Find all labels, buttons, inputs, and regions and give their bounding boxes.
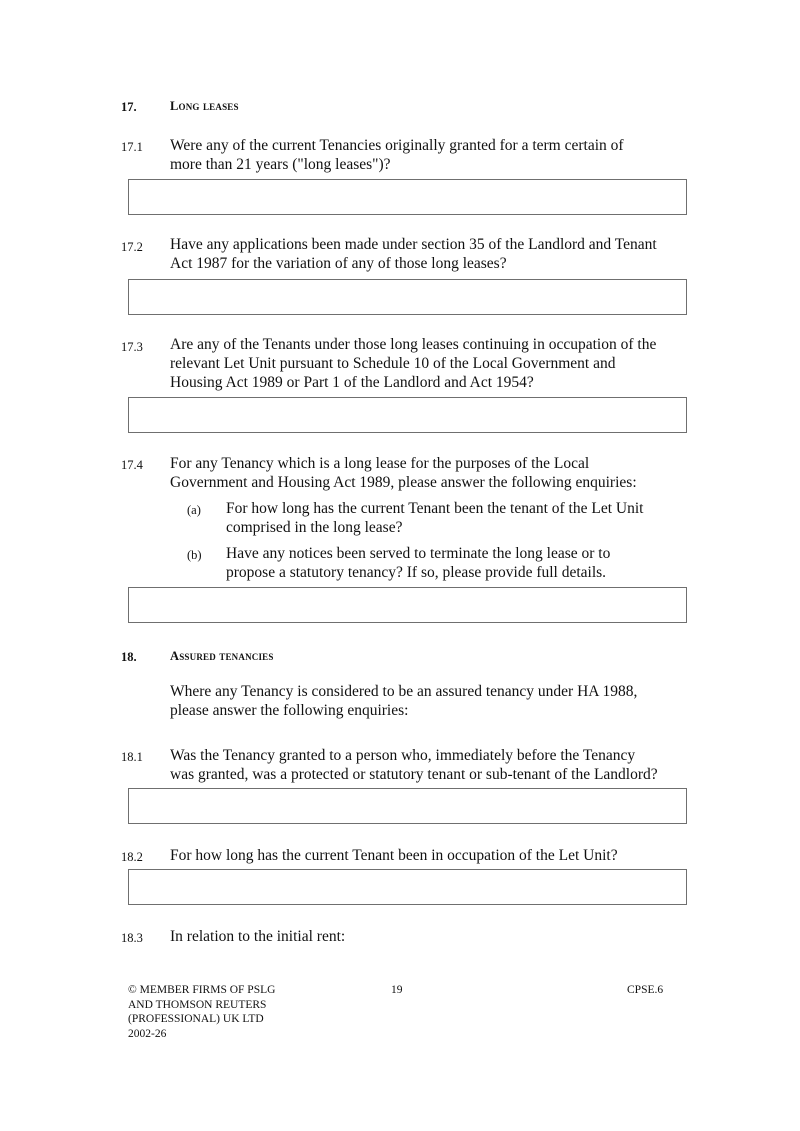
section-intro: Where any Tenancy is considered to be an assured tenancy under HA 1988, please answer the following enquiries: [170,683,638,719]
section-number: 18. [121,650,137,664]
footer-copyright: © MEMBER FIRMS OF PSLG AND THOMSON REUTERS (PROFESSIONAL) UK LTD 2002-26 [128,984,276,1040]
question-text: For how long has the current Tenant been in occupation of the Let Unit? [170,847,618,864]
answer-box-18-2[interactable] [128,869,687,905]
answer-box-17-4[interactable] [128,587,687,623]
section-title: Assured tenancies [170,649,274,663]
question-number: 17.2 [121,240,143,254]
subitem-text: For how long has the current Tenant been the tenant of the Let Unit comprised in the long lease? [226,500,644,536]
question-number: 17.4 [121,458,143,472]
question-number: 18.1 [121,750,143,764]
subitem-label: (a) [187,503,201,517]
section-number: 17. [121,100,137,114]
question-text: Are any of the Tenants under those long leases continuing in occupation of the relevant Let Unit pursuant to Schedule 10 of the Local Government and Housing Act 1989 or Part 1 of the Landlord and Act 1954? [170,336,657,391]
question-number: 18.3 [121,931,143,945]
subitem-label: (b) [187,548,202,562]
page-number: 19 [391,984,403,996]
question-text: In relation to the initial rent: [170,928,346,945]
question-number: 18.2 [121,850,143,864]
answer-box-17-3[interactable] [128,397,687,433]
answer-box-18-1[interactable] [128,788,687,824]
question-text: Was the Tenancy granted to a person who, immediately before the Tenancy was granted, was a protected or statutory tenant or sub-tenant of the Landlord? [170,747,658,783]
answer-box-17-1[interactable] [128,179,687,215]
question-number: 17.1 [121,140,143,154]
question-text: Were any of the current Tenancies originally granted for a term certain of more than 21 years ("long leases")? [170,137,624,173]
question-number: 17.3 [121,340,143,354]
question-text: For any Tenancy which is a long lease for the purposes of the Local Government and Housing Act 1989, please answer the following enquiries: [170,455,637,491]
section-title: Long leases [170,99,239,113]
document-code: CPSE.6 [627,984,664,996]
answer-box-17-2[interactable] [128,279,687,315]
subitem-text: Have any notices been served to terminate the long lease or to propose a statutory tenancy? If so, please provide full details. [226,545,611,581]
question-text: Have any applications been made under section 35 of the Landlord and Tenant Act 1987 for the variation of any of those long leases? [170,236,657,272]
